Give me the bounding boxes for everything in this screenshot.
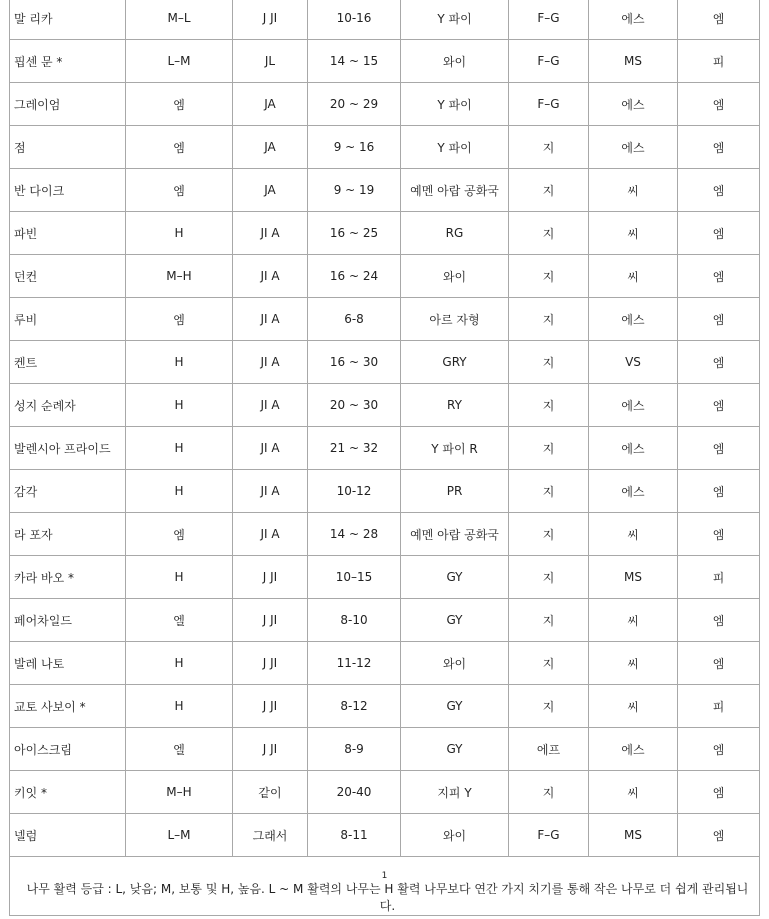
vigor-cell: H [126, 341, 233, 384]
size-cell: 에스 [589, 0, 678, 40]
flavor-cell: F–G [509, 83, 589, 126]
flavor-cell: 지 [509, 384, 589, 427]
flavor-cell: 지 [509, 298, 589, 341]
type-cell: 엠 [678, 771, 760, 814]
season-cell: JA [233, 126, 308, 169]
weight-cell: 8-9 [308, 728, 401, 771]
size-cell: 씨 [589, 599, 678, 642]
cultivar-name-cell: 감각 [10, 470, 126, 513]
weight-cell: 6-8 [308, 298, 401, 341]
season-cell: JI A [233, 513, 308, 556]
weight-cell: 10-12 [308, 470, 401, 513]
color-cell: 아르 자형 [401, 298, 509, 341]
color-cell: GY [401, 728, 509, 771]
table-row [10, 126, 760, 169]
size-cell: 에스 [589, 83, 678, 126]
type-cell: 엠 [678, 384, 760, 427]
flavor-cell: 지 [509, 169, 589, 212]
size-cell: 에스 [589, 298, 678, 341]
footnote-marker: 1 [381, 871, 388, 881]
color-cell: 와이 [401, 40, 509, 83]
flavor-cell: 지 [509, 642, 589, 685]
color-cell: Y 파이 [401, 83, 509, 126]
weight-cell: 10–15 [308, 556, 401, 599]
flavor-cell: 지 [509, 599, 589, 642]
season-cell: JI A [233, 298, 308, 341]
flavor-cell: 지 [509, 212, 589, 255]
size-cell: 씨 [589, 771, 678, 814]
table-row [10, 169, 760, 212]
cultivar-name-cell: 점 [10, 126, 126, 169]
type-cell: 피 [678, 685, 760, 728]
season-cell: JI A [233, 212, 308, 255]
color-cell: GY [401, 556, 509, 599]
weight-cell: 8-12 [308, 685, 401, 728]
footnote [10, 857, 760, 916]
table-body [10, 0, 760, 916]
footnote-text: 나무 활력 등급 : L, 낮음; M, 보통 및 H, 높음. L ~ M 활력의 나무는 H 활력 나무보다 연간 가지 치기를 통해 작은 나무로 더 쉽게 관리됩니다. [26, 882, 749, 913]
size-cell: VS [589, 341, 678, 384]
season-cell: 같이 [233, 771, 308, 814]
flavor-cell: F–G [509, 40, 589, 83]
weight-cell: 8-11 [308, 814, 401, 857]
cultivar-name-cell: 루비 [10, 298, 126, 341]
vigor-cell: H [126, 384, 233, 427]
flavor-cell: F–G [509, 0, 589, 40]
size-cell: 에스 [589, 126, 678, 169]
flavor-cell: 지 [509, 470, 589, 513]
season-cell: JI A [233, 255, 308, 298]
season-cell: J JI [233, 728, 308, 771]
season-cell: J JI [233, 556, 308, 599]
vigor-cell: L–M [126, 40, 233, 83]
cultivar-name-cell: 카라 바오 * [10, 556, 126, 599]
color-cell: Y 파이 R [401, 427, 509, 470]
table-row [10, 556, 760, 599]
weight-cell: 14 ~ 28 [308, 513, 401, 556]
flavor-cell: 지 [509, 126, 589, 169]
season-cell: JL [233, 40, 308, 83]
vigor-cell: 엠 [126, 298, 233, 341]
season-cell: J JI [233, 685, 308, 728]
color-cell: PR [401, 470, 509, 513]
weight-cell: 20-40 [308, 771, 401, 814]
weight-cell: 9 ~ 16 [308, 126, 401, 169]
type-cell: 엠 [678, 126, 760, 169]
season-cell: JI A [233, 427, 308, 470]
table-row [10, 0, 760, 40]
season-cell: JA [233, 169, 308, 212]
size-cell: 씨 [589, 685, 678, 728]
table-row [10, 685, 760, 728]
cultivar-name-cell: 키잇 * [10, 771, 126, 814]
color-cell: GRY [401, 341, 509, 384]
table-row [10, 298, 760, 341]
weight-cell: 9 ~ 19 [308, 169, 401, 212]
cultivar-name-cell: 파빈 [10, 212, 126, 255]
cultivar-name-cell: 페어차일드 [10, 599, 126, 642]
size-cell: 씨 [589, 212, 678, 255]
cultivar-name-cell: 핍센 문 * [10, 40, 126, 83]
season-cell: JI A [233, 384, 308, 427]
season-cell: J JI [233, 599, 308, 642]
type-cell: 엠 [678, 255, 760, 298]
vigor-cell: 엠 [126, 83, 233, 126]
size-cell: 에스 [589, 427, 678, 470]
vigor-cell: 엠 [126, 513, 233, 556]
flavor-cell: 지 [509, 255, 589, 298]
cultivar-name-cell: 반 다이크 [10, 169, 126, 212]
table-row [10, 771, 760, 814]
table-row [10, 212, 760, 255]
type-cell: 엠 [678, 642, 760, 685]
cultivar-name-cell: 켄트 [10, 341, 126, 384]
color-cell: 와이 [401, 642, 509, 685]
type-cell: 피 [678, 556, 760, 599]
cultivar-name-cell: 아이스크림 [10, 728, 126, 771]
size-cell: 씨 [589, 255, 678, 298]
type-cell: 엠 [678, 341, 760, 384]
weight-cell: 20 ~ 29 [308, 83, 401, 126]
season-cell: JA [233, 83, 308, 126]
vigor-cell: H [126, 427, 233, 470]
season-cell: 그래서 [233, 814, 308, 857]
season-cell: J JI [233, 0, 308, 40]
weight-cell: 10-16 [308, 0, 401, 40]
type-cell: 피 [678, 40, 760, 83]
table-row [10, 427, 760, 470]
flavor-cell: 에프 [509, 728, 589, 771]
table-row [10, 40, 760, 83]
color-cell: RY [401, 384, 509, 427]
size-cell: 씨 [589, 642, 678, 685]
table-row [10, 513, 760, 556]
season-cell: J JI [233, 642, 308, 685]
vigor-cell: 엠 [126, 169, 233, 212]
vigor-cell: M–L [126, 0, 233, 40]
weight-cell: 8-10 [308, 599, 401, 642]
table-row [10, 728, 760, 771]
type-cell: 엠 [678, 470, 760, 513]
cultivar-table [9, 0, 760, 916]
flavor-cell: 지 [509, 341, 589, 384]
weight-cell: 16 ~ 30 [308, 341, 401, 384]
flavor-cell: 지 [509, 771, 589, 814]
cultivar-name-cell: 발레 나토 [10, 642, 126, 685]
cultivar-name-cell: 넬럼 [10, 814, 126, 857]
size-cell: MS [589, 814, 678, 857]
vigor-cell: 엘 [126, 599, 233, 642]
footnote-row [10, 857, 760, 916]
size-cell: 에스 [589, 384, 678, 427]
cultivar-name-cell: 그레이엄 [10, 83, 126, 126]
table-row [10, 642, 760, 685]
table-row [10, 341, 760, 384]
flavor-cell: 지 [509, 685, 589, 728]
table-row [10, 814, 760, 857]
color-cell: GY [401, 599, 509, 642]
type-cell: 엠 [678, 728, 760, 771]
color-cell: Y 파이 [401, 126, 509, 169]
color-cell: Y 파이 [401, 0, 509, 40]
vigor-cell: M–H [126, 255, 233, 298]
table-row [10, 255, 760, 298]
type-cell: 엠 [678, 169, 760, 212]
vigor-cell: H [126, 685, 233, 728]
type-cell: 엠 [678, 83, 760, 126]
weight-cell: 16 ~ 24 [308, 255, 401, 298]
vigor-cell: 엠 [126, 126, 233, 169]
cultivar-name-cell: 던컨 [10, 255, 126, 298]
type-cell: 엠 [678, 599, 760, 642]
cultivar-name-cell: 라 포자 [10, 513, 126, 556]
flavor-cell: 지 [509, 513, 589, 556]
vigor-cell: H [126, 642, 233, 685]
cultivar-name-cell: 발렌시아 프라이드 [10, 427, 126, 470]
weight-cell: 20 ~ 30 [308, 384, 401, 427]
color-cell: RG [401, 212, 509, 255]
size-cell: MS [589, 556, 678, 599]
color-cell: 예멘 아랍 공화국 [401, 169, 509, 212]
table-row [10, 599, 760, 642]
vigor-cell: M–H [126, 771, 233, 814]
vigor-cell: H [126, 212, 233, 255]
cultivar-name-cell: 교토 사보이 * [10, 685, 126, 728]
vigor-cell: L–M [126, 814, 233, 857]
color-cell: 와이 [401, 814, 509, 857]
type-cell: 엠 [678, 298, 760, 341]
color-cell: GY [401, 685, 509, 728]
type-cell: 엠 [678, 513, 760, 556]
season-cell: JI A [233, 470, 308, 513]
flavor-cell: 지 [509, 427, 589, 470]
weight-cell: 14 ~ 15 [308, 40, 401, 83]
size-cell: 씨 [589, 513, 678, 556]
weight-cell: 21 ~ 32 [308, 427, 401, 470]
table-row [10, 470, 760, 513]
flavor-cell: 지 [509, 556, 589, 599]
type-cell: 엠 [678, 212, 760, 255]
vigor-cell: 엘 [126, 728, 233, 771]
size-cell: 에스 [589, 728, 678, 771]
flavor-cell: F–G [509, 814, 589, 857]
vigor-cell: H [126, 470, 233, 513]
table-row [10, 384, 760, 427]
weight-cell: 11-12 [308, 642, 401, 685]
color-cell: 예멘 아랍 공화국 [401, 513, 509, 556]
vigor-cell: H [126, 556, 233, 599]
type-cell: 엠 [678, 427, 760, 470]
cultivar-name-cell: 성지 순례자 [10, 384, 126, 427]
size-cell: 씨 [589, 169, 678, 212]
table-row [10, 83, 760, 126]
size-cell: 에스 [589, 470, 678, 513]
type-cell: 엠 [678, 0, 760, 40]
color-cell: 와이 [401, 255, 509, 298]
cultivar-name-cell: 말 리카 [10, 0, 126, 40]
weight-cell: 16 ~ 25 [308, 212, 401, 255]
type-cell: 엠 [678, 814, 760, 857]
size-cell: MS [589, 40, 678, 83]
color-cell: 지피 Y [401, 771, 509, 814]
season-cell: JI A [233, 341, 308, 384]
